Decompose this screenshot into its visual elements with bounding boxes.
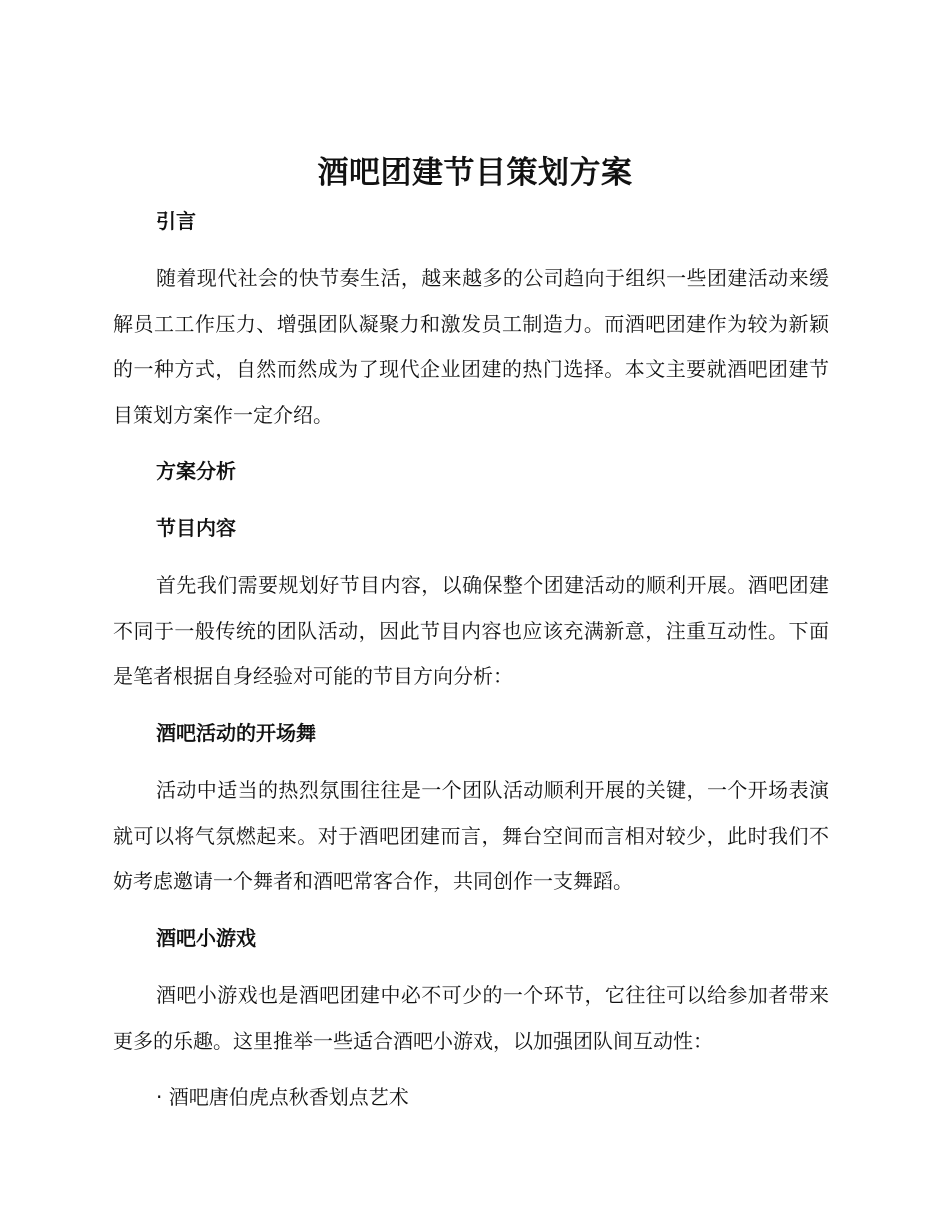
list-item: · 酒吧唐伯虎点秋香划点艺术	[156, 1085, 409, 1109]
content-paragraph: 首先我们需要规划好节目内容，以确保整个团建活动的顺利开展。酒吧团建不同于一般传统的团队活动，因此节目内容也应该充满新意，注重互动性。下面是笔者根据自身经验对可能的节目方向分析：	[113, 573, 829, 688]
section-heading-games: 酒吧小游戏	[156, 926, 256, 950]
opening-dance-paragraph: 活动中适当的热烈氛围往往是一个团队活动顺利开展的关键，一个开场表演就可以将气氛燃起来。对于酒吧团建而言，舞台空间而言相对较少，此时我们不妨考虑邀请一个舞者和酒吧常客合作，共同创作一支舞蹈。	[113, 778, 829, 893]
section-heading-content: 节目内容	[156, 516, 236, 540]
document-title: 酒吧团建节目策划方案	[317, 155, 633, 191]
intro-paragraph: 随着现代社会的快节奏生活，越来越多的公司趋向于组织一些团建活动来缓解员工工作压力、增强团队凝聚力和激发员工制造力。而酒吧团建作为较为新颖的一种方式，自然而然成为了现代企业团建的热门选择。本文主要就酒吧团建节目策划方案作一定介绍。	[113, 266, 829, 427]
section-heading-analysis: 方案分析	[156, 459, 236, 483]
games-paragraph: 酒吧小游戏也是酒吧团建中必不可少的一个环节，它往往可以给参加者带来更多的乐趣。这里推举一些适合酒吧小游戏，以加强团队间互动性：	[113, 983, 829, 1053]
section-heading-opening-dance: 酒吧活动的开场舞	[156, 721, 316, 745]
section-heading-intro: 引言	[156, 209, 196, 233]
